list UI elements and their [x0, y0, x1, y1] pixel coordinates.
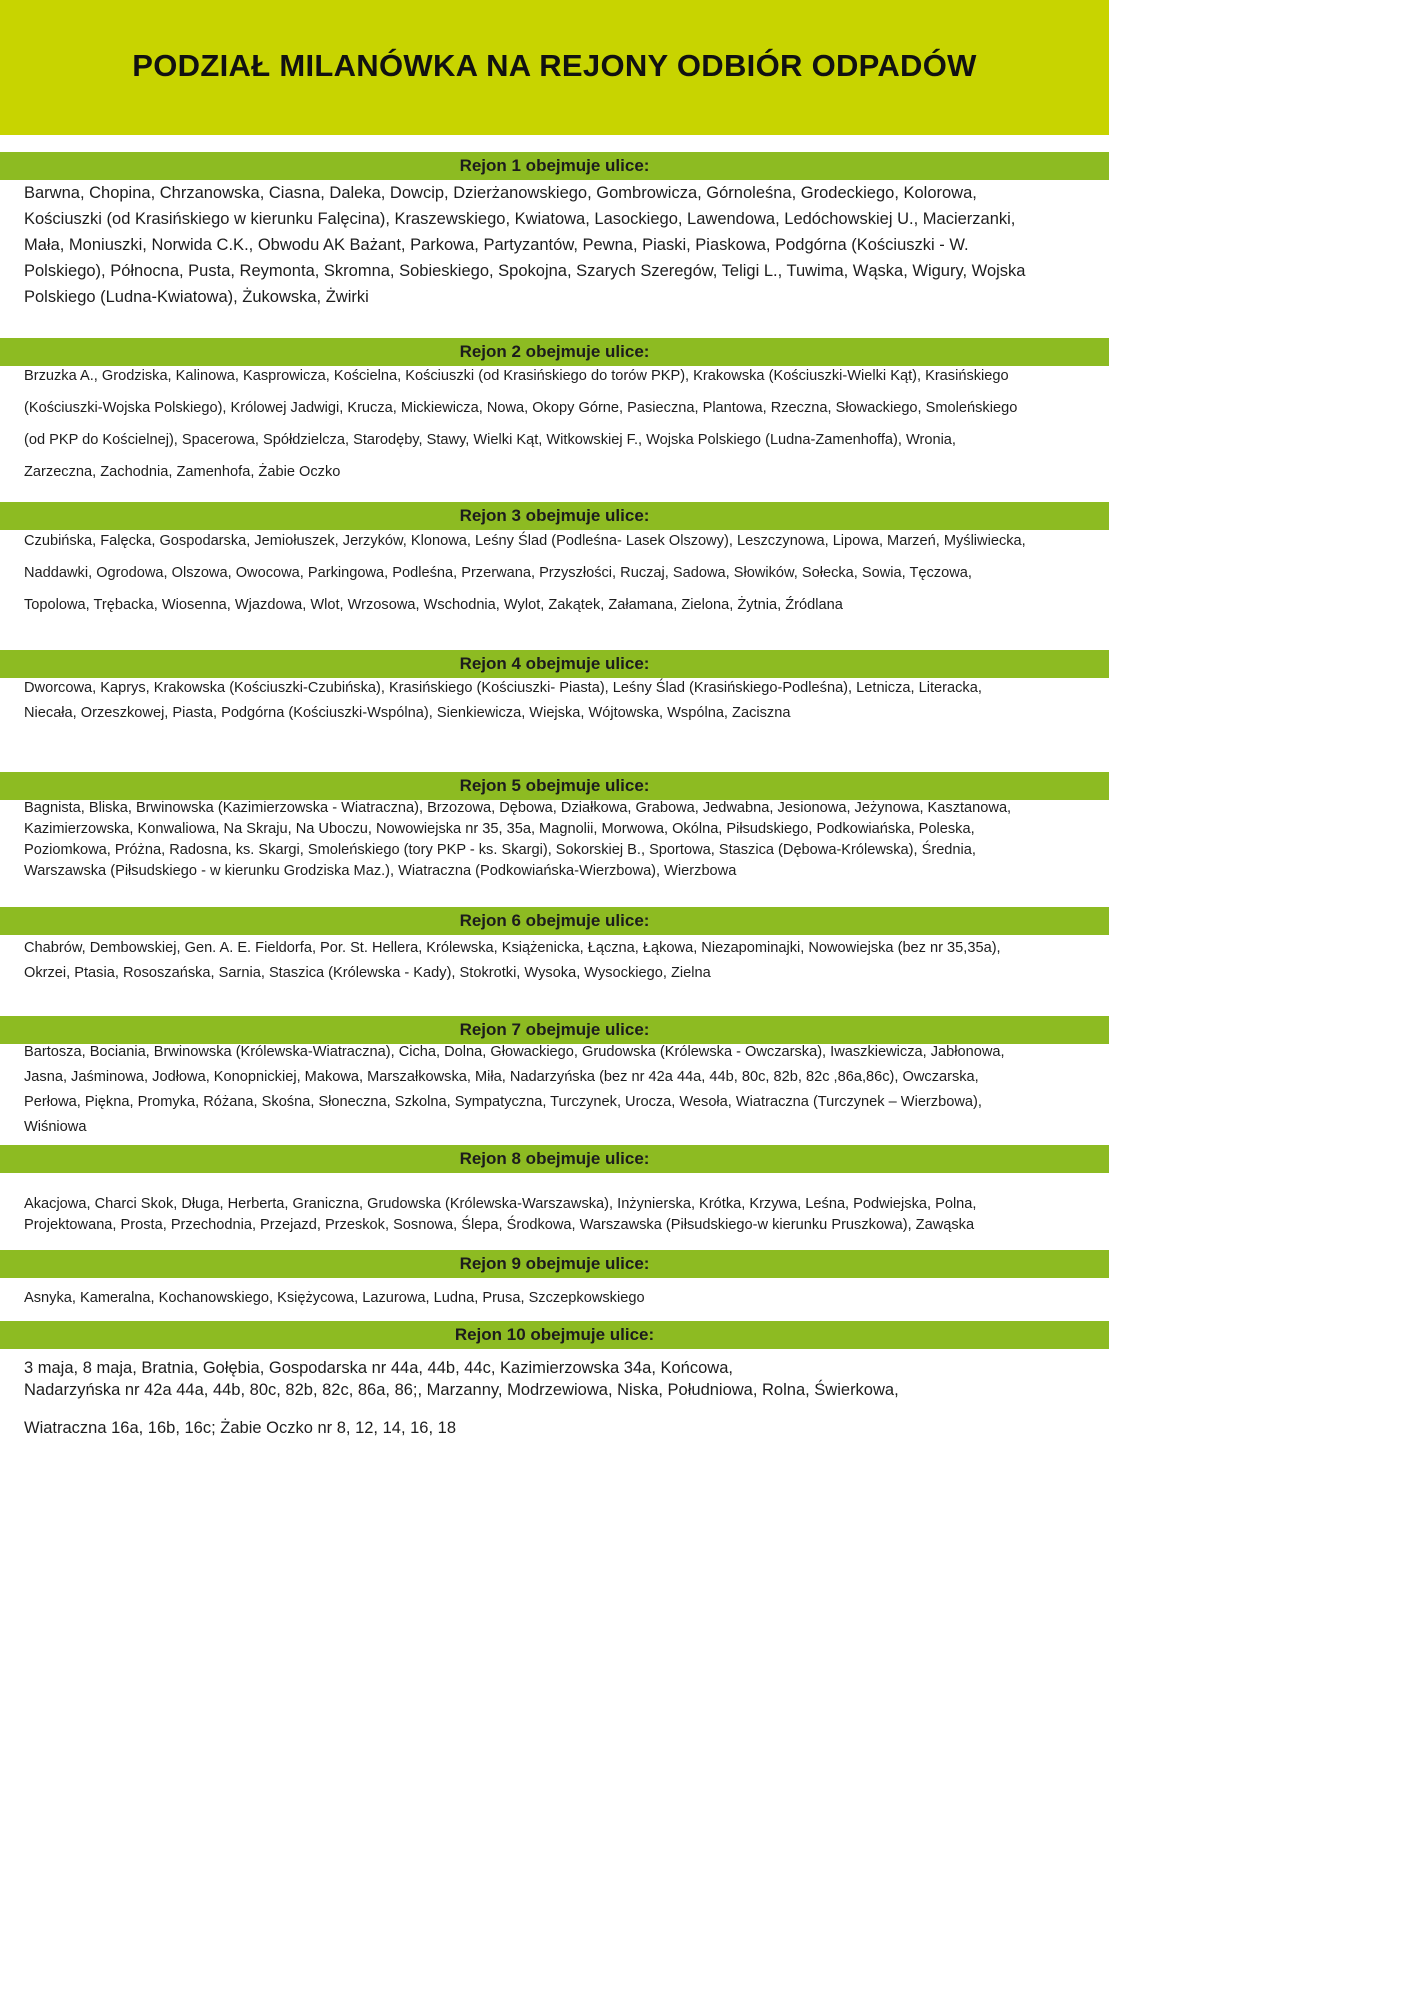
region-10-streets-extra: Wiatraczna 16a, 16b, 16c; Żabie Oczko nr 8, 12, 14, 16, 18 [24, 1419, 456, 1437]
title-banner [0, 0, 1109, 135]
region-8-heading: Rejon 8 obejmuje ulice: [0, 1145, 1109, 1173]
region-5-heading: Rejon 5 obejmuje ulice: [0, 772, 1109, 800]
region-6-heading: Rejon 6 obejmuje ulice: [0, 907, 1109, 935]
region-7-heading: Rejon 7 obejmuje ulice: [0, 1016, 1109, 1044]
region-2-streets: Brzuzka A., Grodziska, Kalinowa, Kasprowicza, Kościelna, Kościuszki (od Krasińskiego do torów PKP), Krakowska (Kościuszki-Wielki Kąt), Krasińskiego (Kościuszki-Wojska Polskiego), Królowej Jadwigi, Krucza, Mickiewicza, Nowa, Okopy Górne, Pasieczna, Plantowa, Rzeczna, Słowackiego, Smoleńskiego (od PKP do Kościelnej), Spacerowa, Spółdzielcza, Starodęby, Stawy, Wielki Kąt, Witkowskiej F., Wojska Polskiego (Ludna-Zamenhoffa), Wronia, Zarzeczna, Zachodnia, Zamenhofa, Żabie Oczko [24, 368, 1018, 480]
region-7-streets: Bartosza, Bociania, Brwinowska (Królewska-Wiatraczna), Cicha, Dolna, Głowackiego, Grudowska (Królewska - Owczarska), Iwaszkiewicza, Jabłonowa, Jasna, Jaśminowa, Jodłowa, Konopnickiej, Makowa, Marszałkowska, Miła, Nadarzyńska (bez nr 42a 44a, 44b, 80c, 82b, 82c ,86a,86c), Owczarska, Perłowa, Piękna, Promyka, Różana, Skośna, Słoneczna, Szkolna, Sympatyczna, Turczynek, Urocza, Wesoła, Wiatraczna (Turczynek – Wierzbowa), Wiśniowa [24, 1044, 1005, 1135]
region-1-heading: Rejon 1 obejmuje ulice: [0, 152, 1109, 180]
region-10-streets: 3 maja, 8 maja, Bratnia, Gołębia, Gospodarska nr 44a, 44b, 44c, Kazimierzowska 34a, Końcowa, Nadarzyńska nr 42a 44a, 44b, 80c, 82b, 82c, 86a, 86;, Marzanny, Modrzewiowa, Niska, Południowa, Rolna, Świerkowa, [24, 1359, 899, 1399]
region-10-heading: Rejon 10 obejmuje ulice: [0, 1321, 1109, 1349]
page-title: PODZIAŁ MILANÓWKA NA REJONY ODBIÓR ODPADÓW [132, 48, 977, 83]
region-8-streets: Akacjowa, Charci Skok, Długa, Herberta, Graniczna, Grudowska (Królewska-Warszawska), Inżynierska, Krótka, Krzywa, Leśna, Podwiejska, Polna, Projektowana, Prosta, Przechodnia, Przejazd, Przeskok, Sosnowa, Ślepa, Środkowa, Warszawska (Piłsudskiego-w kierunku Pruszkowa), Zawąska [24, 1196, 977, 1233]
region-3-streets: Czubińska, Falęcka, Gospodarska, Jemiołuszek, Jerzyków, Klonowa, Leśny Ślad (Podleśna- Lasek Olszowy), Leszczynowa, Lipowa, Marzeń, Myśliwiecka, Naddawki, Ogrodowa, Olszowa, Owocowa, Parkingowa, Podleśna, Przerwana, Przyszłości, Ruczaj, Sadowa, Słowików, Sołecka, Sowia, Tęczowa, Topolowa, Trębacka, Wiosenna, Wjazdowa, Wlot, Wrzosowa, Wschodnia, Wylot, Zakątek, Załamana, Zielona, Żytnia, Źródlana [24, 533, 1026, 613]
region-6-streets: Chabrów, Dembowskiej, Gen. A. E. Fieldorfa, Por. St. Hellera, Królewska, Książenicka, Łączna, Łąkowa, Niezapominajki, Nowowiejska (bez nr 35,35a), Okrzei, Ptasia, Rososzańska, Sarnia, Staszica (Królewska - Kady), Stokrotki, Wysoka, Wysockiego, Zielna [24, 940, 1001, 981]
region-5-streets: Bagnista, Bliska, Brwinowska (Kazimierzowska - Wiatraczna), Brzozowa, Dębowa, Działkowa, Grabowa, Jedwabna, Jesionowa, Jeżynowa, Kasztanowa, Kazimierzowska, Konwaliowa, Na Skraju, Na Uboczu, Nowowiejska nr 35, 35a, Magnolii, Morwowa, Okólna, Piłsudskiego, Podkowiańska, Poleska, Poziomkowa, Próżna, Radosna, ks. Skargi, Smoleńskiego (tory PKP - ks. Skargi), Sokorskiej B., Sportowa, Staszica (Dębowa-Królewska), Średnia, Warszawska (Piłsudskiego - w kierunku Grodziska Maz.), Wiatraczna (Podkowiańska-Wierzbowa), Wierzbowa [24, 800, 1012, 879]
region-4-heading: Rejon 4 obejmuje ulice: [0, 650, 1109, 678]
region-9-streets: Asnyka, Kameralna, Kochanowskiego, Księżycowa, Lazurowa, Ludna, Prusa, Szczepkowskiego [24, 1290, 645, 1306]
region-2-heading: Rejon 2 obejmuje ulice: [0, 338, 1109, 366]
region-4-streets: Dworcowa, Kaprys, Krakowska (Kościuszki-Czubińska), Krasińskiego (Kościuszki- Piasta), Leśny Ślad (Krasińskiego-Podleśna), Letnicza, Literacka, Niecała, Orzeszkowej, Piasta, Podgórna (Kościuszki-Wspólna), Sienkiewicza, Wiejska, Wójtowska, Wspólna, Zaciszna [24, 680, 982, 721]
region-3-heading: Rejon 3 obejmuje ulice: [0, 502, 1109, 530]
region-9-heading: Rejon 9 obejmuje ulice: [0, 1250, 1109, 1278]
region-1-streets: Barwna, Chopina, Chrzanowska, Ciasna, Daleka, Dowcip, Dzierżanowskiego, Gombrowicza, Górnoleśna, Grodeckiego, Kolorowa, Kościuszki (od Krasińskiego w kierunku Falęcina), Kraszewskiego, Kwiatowa, Lasockiego, Lawendowa, Ledóchowskiej U., Macierzanki, Mała, Moniuszki, Norwida C.K., Obwodu AK Bażant, Parkowa, Partyzantów, Pewna, Piaski, Piaskowa, Podgórna (Kościuszki - W. Polskiego), Północna, Pusta, Reymonta, Skromna, Sobieskiego, Spokojna, Szarych Szeregów, Teligi L., Tuwima, Wąska, Wigury, Wojska Polskiego (Ludna-Kwiatowa), Żukowska, Żwirki [24, 184, 1026, 306]
